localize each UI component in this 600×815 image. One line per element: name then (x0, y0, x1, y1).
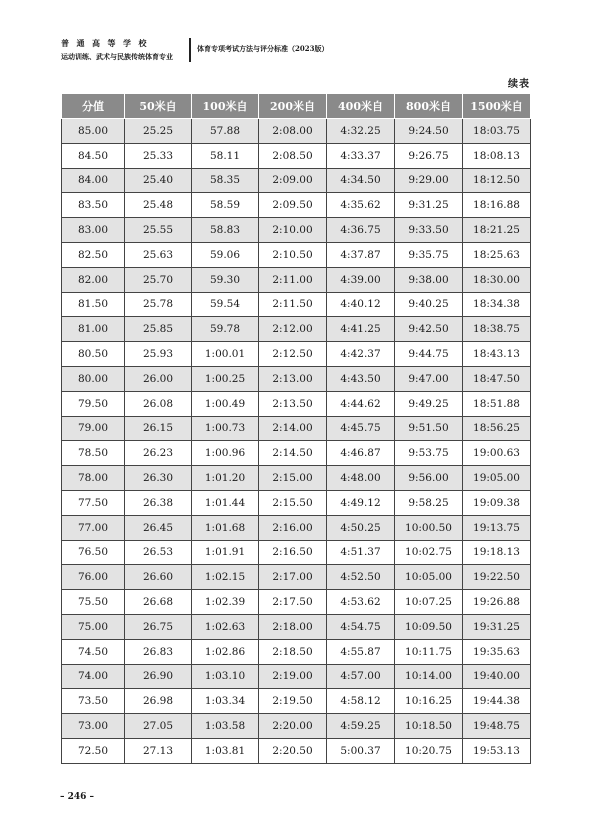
table-row (62, 242, 531, 267)
table-cell: 19:35.63 (463, 639, 531, 664)
table-cell: 75.50 (62, 590, 125, 615)
table-cell: 57.88 (192, 119, 259, 144)
table-cell: 2:11.00 (259, 267, 327, 292)
table-cell: 26.83 (125, 639, 192, 664)
table-cell: 77.00 (62, 515, 125, 540)
table-cell: 73.00 (62, 714, 125, 739)
table-cell: 26.15 (125, 416, 192, 441)
table-cell: 26.60 (125, 565, 192, 590)
table-cell: 18:51.88 (463, 391, 531, 416)
table-row (62, 664, 531, 689)
table-cell: 1:01.68 (192, 515, 259, 540)
table-cell: 76.50 (62, 540, 125, 565)
table-cell: 1:01.91 (192, 540, 259, 565)
table-cell: 4:48.00 (327, 466, 395, 491)
document-title: 体育专项考试方法与评分标准（2023版） (197, 44, 329, 53)
table-cell: 26.98 (125, 689, 192, 714)
table-cell: 2:17.00 (259, 565, 327, 590)
table-cell: 1:01.44 (192, 490, 259, 515)
table-cell: 58.35 (192, 168, 259, 193)
table-cell: 19:22.50 (463, 565, 531, 590)
table-cell: 26.53 (125, 540, 192, 565)
table-cell: 1:00.73 (192, 416, 259, 441)
table-body (62, 119, 531, 764)
table-cell: 19:48.75 (463, 714, 531, 739)
table-cell: 2:12.00 (259, 317, 327, 342)
table-row (62, 466, 531, 491)
table-cell: 19:05.00 (463, 466, 531, 491)
table-cell: 81.00 (62, 317, 125, 342)
table-row (62, 193, 531, 218)
program-name: 运动训练、武术与民族传统体育专业 (61, 52, 173, 61)
table-cell: 2:15.50 (259, 490, 327, 515)
table-cell: 10:20.75 (395, 738, 463, 763)
table-row (62, 515, 531, 540)
table-cell: 2:10.50 (259, 242, 327, 267)
table-cell: 25.55 (125, 218, 192, 243)
table-cell: 4:41.25 (327, 317, 395, 342)
table-row (62, 267, 531, 292)
table-cell: 9:56.00 (395, 466, 463, 491)
running-header (61, 38, 541, 68)
table-row (62, 540, 531, 565)
table-cell: 18:03.75 (463, 119, 531, 144)
table-cell: 2:08.50 (259, 143, 327, 168)
table-cell: 84.50 (62, 143, 125, 168)
header-divider (189, 38, 191, 62)
table-cell: 10:11.75 (395, 639, 463, 664)
table-cell: 9:26.75 (395, 143, 463, 168)
table-cell: 2:19.50 (259, 689, 327, 714)
table-cell: 76.00 (62, 565, 125, 590)
table-cell: 72.50 (62, 738, 125, 763)
table-cell: 4:40.12 (327, 292, 395, 317)
table-cell: 25.93 (125, 342, 192, 367)
table-cell: 1:00.96 (192, 441, 259, 466)
table-cell: 18:47.50 (463, 366, 531, 391)
column-header: 800米自 (395, 94, 463, 119)
table-cell: 81.50 (62, 292, 125, 317)
table-cell: 59.54 (192, 292, 259, 317)
table-cell: 1:00.01 (192, 342, 259, 367)
table-cell: 19:53.13 (463, 738, 531, 763)
table-cell: 4:35.62 (327, 193, 395, 218)
table-cell: 9:33.50 (395, 218, 463, 243)
table-cell: 18:16.88 (463, 193, 531, 218)
table-cell: 18:38.75 (463, 317, 531, 342)
column-header: 1500米自 (463, 94, 531, 119)
table-cell: 2:14.00 (259, 416, 327, 441)
table-cell: 10:14.00 (395, 664, 463, 689)
table-cell: 4:59.25 (327, 714, 395, 739)
column-header: 400米自 (327, 94, 395, 119)
table-cell: 19:31.25 (463, 614, 531, 639)
table-cell: 1:02.39 (192, 590, 259, 615)
table-cell: 9:31.25 (395, 193, 463, 218)
table-row (62, 738, 531, 763)
table-cell: 26.90 (125, 664, 192, 689)
table-cell: 80.50 (62, 342, 125, 367)
table-cell: 9:58.25 (395, 490, 463, 515)
table-cell: 9:53.75 (395, 441, 463, 466)
table-cell: 25.78 (125, 292, 192, 317)
table-cell: 2:16.00 (259, 515, 327, 540)
table-cell: 4:33.37 (327, 143, 395, 168)
table-cell: 2:18.50 (259, 639, 327, 664)
table-cell: 25.25 (125, 119, 192, 144)
table-cell: 4:49.12 (327, 490, 395, 515)
table-row (62, 416, 531, 441)
table-cell: 19:09.38 (463, 490, 531, 515)
continued-label: 续表 (508, 79, 530, 90)
table-cell: 1:03.81 (192, 738, 259, 763)
table-cell: 4:37.87 (327, 242, 395, 267)
school-name: 普通高等学校 (61, 38, 154, 48)
table-cell: 4:57.00 (327, 664, 395, 689)
table-cell: 18:12.50 (463, 168, 531, 193)
table-cell: 4:42.37 (327, 342, 395, 367)
table-cell: 84.00 (62, 168, 125, 193)
table-cell: 2:11.50 (259, 292, 327, 317)
table-cell: 25.70 (125, 267, 192, 292)
table-cell: 4:52.50 (327, 565, 395, 590)
table-row (62, 292, 531, 317)
table-cell: 85.00 (62, 119, 125, 144)
table-cell: 18:34.38 (463, 292, 531, 317)
table-cell: 9:42.50 (395, 317, 463, 342)
table-row (62, 391, 531, 416)
table-cell: 4:36.75 (327, 218, 395, 243)
table-row (62, 614, 531, 639)
table-cell: 4:45.75 (327, 416, 395, 441)
table-cell: 58.59 (192, 193, 259, 218)
table-cell: 10:18.50 (395, 714, 463, 739)
table-row (62, 317, 531, 342)
table-cell: 26.00 (125, 366, 192, 391)
table-cell: 2:13.50 (259, 391, 327, 416)
table-cell: 4:39.00 (327, 267, 395, 292)
table-row (62, 342, 531, 367)
table-cell: 27.05 (125, 714, 192, 739)
table-cell: 27.13 (125, 738, 192, 763)
column-header: 200米自 (259, 94, 327, 119)
table-cell: 9:29.00 (395, 168, 463, 193)
table-cell: 2:13.00 (259, 366, 327, 391)
table-cell: 19:00.63 (463, 441, 531, 466)
table-cell: 9:47.00 (395, 366, 463, 391)
table-cell: 4:44.62 (327, 391, 395, 416)
table-row (62, 565, 531, 590)
table-cell: 25.33 (125, 143, 192, 168)
table-cell: 10:16.25 (395, 689, 463, 714)
table-header (62, 94, 531, 119)
table-cell: 2:12.50 (259, 342, 327, 367)
table-cell: 4:54.75 (327, 614, 395, 639)
table-cell: 77.50 (62, 490, 125, 515)
table-cell: 1:02.86 (192, 639, 259, 664)
table-row (62, 714, 531, 739)
table-cell: 1:01.20 (192, 466, 259, 491)
table-cell: 26.75 (125, 614, 192, 639)
table-cell: 2:08.00 (259, 119, 327, 144)
table-cell: 9:51.50 (395, 416, 463, 441)
table-cell: 2:19.00 (259, 664, 327, 689)
table-cell: 74.00 (62, 664, 125, 689)
table-cell: 26.30 (125, 466, 192, 491)
column-header: 分值 (62, 94, 125, 119)
table-row (62, 639, 531, 664)
table-cell: 2:20.50 (259, 738, 327, 763)
header-row (62, 94, 531, 119)
table-cell: 58.11 (192, 143, 259, 168)
table-cell: 19:44.38 (463, 689, 531, 714)
table-cell: 4:34.50 (327, 168, 395, 193)
table-cell: 18:30.00 (463, 267, 531, 292)
table-cell: 10:02.75 (395, 540, 463, 565)
table-cell: 4:55.87 (327, 639, 395, 664)
table-cell: 78.50 (62, 441, 125, 466)
table-cell: 2:14.50 (259, 441, 327, 466)
table-cell: 18:25.63 (463, 242, 531, 267)
table-row (62, 590, 531, 615)
table-cell: 2:16.50 (259, 540, 327, 565)
table-cell: 18:56.25 (463, 416, 531, 441)
table-cell: 83.50 (62, 193, 125, 218)
table-cell: 58.83 (192, 218, 259, 243)
table-cell: 18:43.13 (463, 342, 531, 367)
table-cell: 18:21.25 (463, 218, 531, 243)
table-cell: 9:35.75 (395, 242, 463, 267)
table-row (62, 143, 531, 168)
table-cell: 2:18.00 (259, 614, 327, 639)
table-cell: 10:05.00 (395, 565, 463, 590)
table-cell: 19:26.88 (463, 590, 531, 615)
column-header: 100米自 (192, 94, 259, 119)
table-cell: 5:00.37 (327, 738, 395, 763)
table-cell: 10:07.25 (395, 590, 463, 615)
table-cell: 1:02.15 (192, 565, 259, 590)
table-cell: 80.00 (62, 366, 125, 391)
table-cell: 26.23 (125, 441, 192, 466)
table-cell: 2:17.50 (259, 590, 327, 615)
table-cell: 9:49.25 (395, 391, 463, 416)
table-cell: 1:00.49 (192, 391, 259, 416)
table-row (62, 168, 531, 193)
table-cell: 83.00 (62, 218, 125, 243)
table-cell: 10:09.50 (395, 614, 463, 639)
table-cell: 75.00 (62, 614, 125, 639)
table-cell: 9:24.50 (395, 119, 463, 144)
table-cell: 26.38 (125, 490, 192, 515)
table-cell: 59.30 (192, 267, 259, 292)
header-left-block (61, 38, 187, 62)
table-cell: 19:40.00 (463, 664, 531, 689)
table-row (62, 119, 531, 144)
table-cell: 25.85 (125, 317, 192, 342)
table-cell: 19:13.75 (463, 515, 531, 540)
table-row (62, 441, 531, 466)
table-cell: 9:40.25 (395, 292, 463, 317)
table-cell: 1:02.63 (192, 614, 259, 639)
table-cell: 82.00 (62, 267, 125, 292)
table-cell: 26.08 (125, 391, 192, 416)
table-row (62, 366, 531, 391)
table-cell: 25.40 (125, 168, 192, 193)
table-cell: 82.50 (62, 242, 125, 267)
table-row (62, 689, 531, 714)
table-cell: 26.68 (125, 590, 192, 615)
table-cell: 4:51.37 (327, 540, 395, 565)
table-cell: 4:50.25 (327, 515, 395, 540)
table-cell: 9:44.75 (395, 342, 463, 367)
table-cell: 1:03.10 (192, 664, 259, 689)
table-cell: 4:58.12 (327, 689, 395, 714)
table-cell: 4:32.25 (327, 119, 395, 144)
table-cell: 2:09.50 (259, 193, 327, 218)
table-cell: 18:08.13 (463, 143, 531, 168)
table-cell: 79.00 (62, 416, 125, 441)
table-cell: 4:53.62 (327, 590, 395, 615)
table-cell: 1:00.25 (192, 366, 259, 391)
table-row (62, 218, 531, 243)
table-cell: 73.50 (62, 689, 125, 714)
column-header: 50米自 (125, 94, 192, 119)
table-cell: 4:46.87 (327, 441, 395, 466)
table-cell: 19:18.13 (463, 540, 531, 565)
table-cell: 2:09.00 (259, 168, 327, 193)
table-cell: 74.50 (62, 639, 125, 664)
table-cell: 59.06 (192, 242, 259, 267)
table-cell: 9:38.00 (395, 267, 463, 292)
table-cell: 1:03.34 (192, 689, 259, 714)
table-row (62, 490, 531, 515)
table-cell: 2:20.00 (259, 714, 327, 739)
table-cell: 4:43.50 (327, 366, 395, 391)
table-cell: 2:15.00 (259, 466, 327, 491)
page-number: – 246 – (60, 792, 95, 802)
table-cell: 10:00.50 (395, 515, 463, 540)
table-cell: 78.00 (62, 466, 125, 491)
table-cell: 26.45 (125, 515, 192, 540)
table-cell: 2:10.00 (259, 218, 327, 243)
table-cell: 59.78 (192, 317, 259, 342)
score-table (61, 93, 531, 764)
table-cell: 25.48 (125, 193, 192, 218)
table-cell: 25.63 (125, 242, 192, 267)
table-cell: 79.50 (62, 391, 125, 416)
table-cell: 1:03.58 (192, 714, 259, 739)
